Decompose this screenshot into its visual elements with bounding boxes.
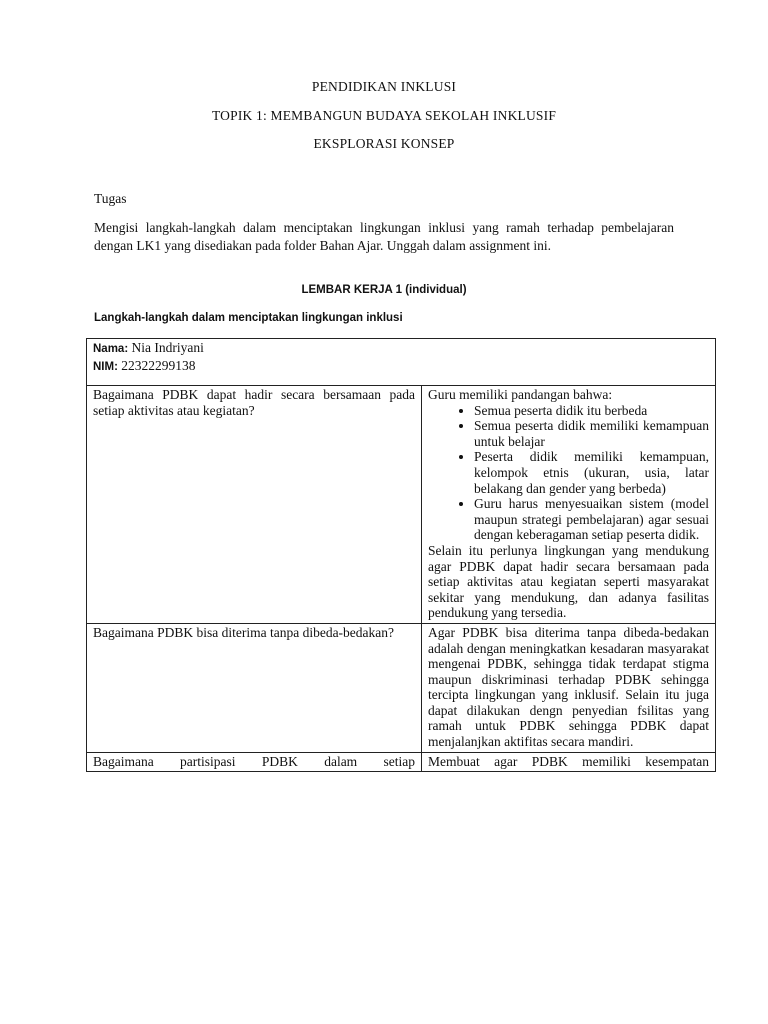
answer-cell bbox=[422, 386, 716, 624]
answer-intro: Guru memiliki pandangan bahwa: bbox=[428, 387, 613, 402]
nim-value: 22322299138 bbox=[117, 357, 196, 373]
name-line bbox=[93, 340, 709, 358]
nim-line bbox=[93, 358, 709, 376]
table-row bbox=[87, 752, 716, 772]
worksheet-title: LEMBAR KERJA 1 (individual) bbox=[301, 284, 467, 296]
list-item: • Peserta didik memiliki kemampuan, kelompok etnis (ukuran, usia, latar belakang dan gender yang berbeda) bbox=[474, 449, 709, 496]
nim-label: NIM: bbox=[93, 360, 118, 373]
identity-row bbox=[87, 339, 716, 386]
doc-title: PENDIDIKAN INKLUSI bbox=[311, 79, 457, 94]
table-row bbox=[87, 623, 716, 752]
worksheet-table bbox=[86, 338, 716, 772]
answer-bullet-list bbox=[428, 403, 709, 543]
list-item: • Guru harus menyesuaikan sistem (model maupun strategi pembelajaran) agar sesuai dengan keberagaman setiap peserta didik. bbox=[474, 496, 709, 543]
question-cell: Bagaimana PDBK dapat hadir secara bersamaan pada setiap aktivitas atau kegiatan? bbox=[87, 386, 422, 624]
answer-closing: Selain itu perlunya lingkungan yang mendukung agar PDBK dapat hadir secara bersamaan pada setiap aktivitas atau kegiatan seperti masyarakat sekitar yang mendukung, dan adanya fasilitas pendukung yang tersedia. bbox=[428, 542, 710, 621]
answer-cell: Agar PDBK bisa diterima tanpa dibeda-bedakan adalah dengan meningkatkan kesadaran masyarakat mengenai PDBK, sehingga tidak terdapat stigma maupun diskriminasi terhadap PDBK sehingga tercipta lingkungan yang inklusif. Selain itu juga dapat dilakukan dengn penyedian fsilitas yang ramah untuk PDBK sehingga PDBK dapat menjalanjkan aktifitas secara mandiri. bbox=[422, 623, 716, 752]
question-cell: Bagaimana PDBK bisa diterima tanpa dibeda-bedakan? bbox=[87, 623, 422, 752]
name-value: Nia Indriyani bbox=[128, 340, 204, 355]
name-label: Nama: bbox=[93, 343, 129, 355]
list-item: • Semua peserta didik memiliki kemampuan untuk belajar bbox=[474, 418, 709, 449]
task-label: Tugas bbox=[94, 191, 127, 206]
worksheet-subtitle: Langkah-langkah dalam menciptakan lingkungan inklusi bbox=[94, 312, 403, 324]
table-row bbox=[87, 386, 716, 624]
task-description: Mengisi langkah-langkah dalam menciptakan lingkungan inklusi yang ramah terhadap pembelajaran dengan LK1 yang disediakan pada folder Bahan Ajar. Unggah dalam assignment ini. bbox=[94, 220, 674, 253]
answer-cell: Membuat agar PDBK memiliki kesempatan bbox=[422, 752, 716, 772]
topic-title: TOPIK 1: MEMBANGUN BUDAYA SEKOLAH INKLUSIF bbox=[211, 108, 557, 123]
identity-cell bbox=[87, 339, 716, 386]
list-item: • Semua peserta didik itu berbeda bbox=[474, 403, 709, 419]
question-cell: Bagaimana partisipasi PDBK dalam setiap bbox=[87, 752, 422, 772]
section-title: EKSPLORASI KONSEP bbox=[313, 136, 455, 151]
